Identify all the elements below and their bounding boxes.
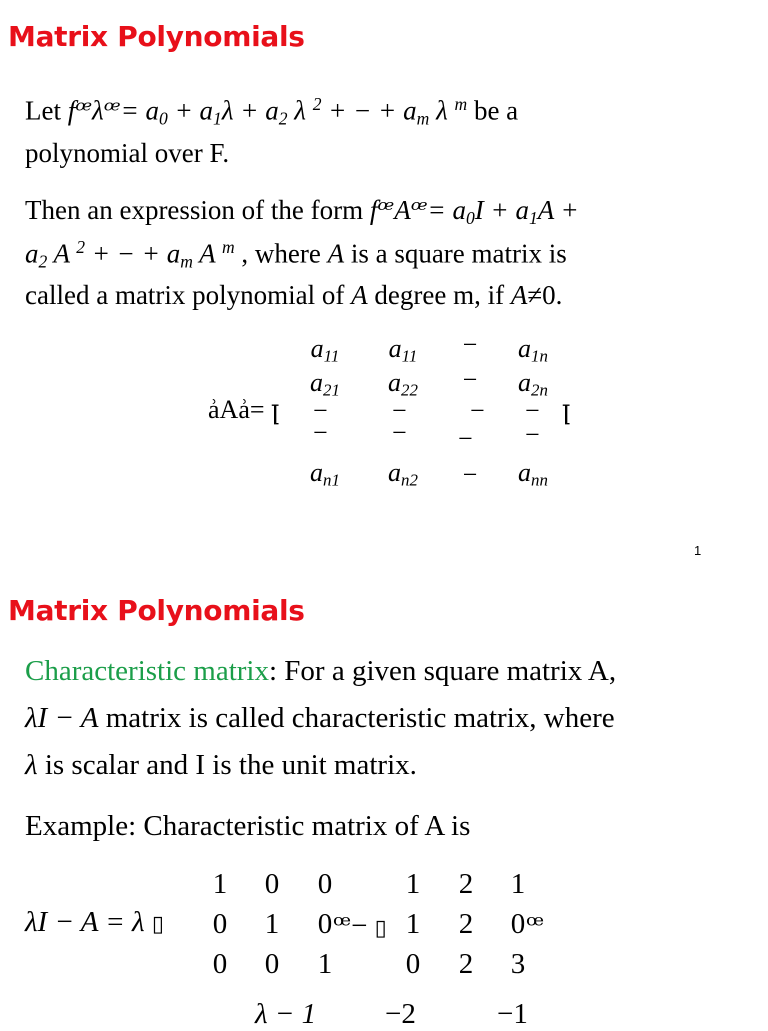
tail-text: be a (467, 95, 519, 126)
cell-sub: 22 (401, 380, 418, 400)
a-symbol: A (327, 238, 345, 269)
result-cell: λ − 1 (255, 998, 317, 1030)
matrix-lhs: ẚAẚ= ꞁ (208, 395, 280, 424)
minus-sign: − (351, 910, 375, 942)
polynomial-over-f: polynomial over F. (25, 138, 230, 168)
a-term: A (192, 238, 222, 269)
matrix-a-cell: 1 (405, 868, 421, 900)
cell-sub: 11 (323, 346, 340, 366)
identity-cell: 0 (212, 948, 228, 980)
page-number: 1 (694, 543, 702, 558)
equation-lhs (25, 906, 164, 939)
superscript: 2 (76, 237, 86, 257)
definition-text: is scalar and I is the unit matrix. (37, 749, 417, 781)
lambda-i-minus-a-lhs: λI − A = λ (25, 906, 152, 938)
subscript: 2 (278, 108, 288, 129)
f-symbol: f (369, 195, 378, 225)
expression-text: Then an expression of the form (25, 195, 370, 225)
characteristic-term: Characteristic matrix (25, 655, 269, 687)
matrix-expression-line-2 (25, 237, 567, 273)
example-line: Example: Characteristic matrix of A is (25, 810, 471, 842)
matrix-a-cell: 3 (510, 948, 526, 980)
matrix-a-cell: 2 (458, 948, 474, 980)
tail-text: degree m, if (367, 280, 511, 310)
let-text: Let (25, 95, 68, 126)
superscript: m (454, 94, 468, 114)
slide1-heading: Matrix Polynomials (8, 20, 305, 53)
definition-text: : For a given square matrix A, (268, 655, 617, 687)
cell-sub: 1n (531, 346, 548, 366)
identity-cell: 0 (264, 948, 280, 980)
garbled-bracket: ꟹ (333, 910, 352, 942)
dash-placeholder: − (525, 420, 540, 449)
plus-a: + − + a (321, 95, 417, 126)
missing-glyph-box: ▯ (151, 911, 164, 936)
identity-term: I + a (474, 195, 530, 225)
lambda-term: λ + a (221, 95, 279, 126)
polynomial-definition-line (25, 94, 518, 130)
a-term: A (47, 238, 77, 269)
cell-base: a (388, 334, 402, 363)
equals-a: = a (427, 195, 467, 225)
garbled-glyph: ꟹλꟹ (75, 95, 121, 126)
result-cell: −2 (385, 998, 416, 1030)
result-cell: −1 (497, 998, 528, 1030)
garbled-bracket: ꟹ (526, 910, 545, 942)
matrix-right-bracket: ꞁ (562, 395, 571, 424)
matrix-cell (508, 458, 558, 491)
dash-placeholder: − (313, 418, 328, 447)
lambda-term: λ (287, 95, 313, 126)
dash-placeholder: − (392, 396, 407, 425)
lambda-term: λ (429, 95, 455, 126)
identity-cell: 0 (212, 908, 228, 940)
subscript: 1 (529, 207, 538, 228)
cell-base: a (388, 458, 402, 487)
cell-base: a (310, 458, 324, 487)
garbled-glyph: ꟹAꟹ (377, 195, 428, 225)
identity-cell: 1 (212, 868, 228, 900)
cell-base: a (310, 334, 324, 363)
cell-sub: 21 (323, 380, 340, 400)
definition-text: matrix is called characteristic matrix, where (98, 702, 615, 734)
matrix-cell: − (462, 365, 478, 394)
slide2-heading: Matrix Polynomials (8, 594, 305, 627)
plus-a: + − + a (85, 238, 181, 269)
matrix-cell: − (462, 330, 478, 359)
cell-base: a (518, 334, 532, 363)
subscript: 2 (38, 251, 48, 272)
a-symbol: A (510, 280, 528, 310)
lambda-i-minus-a: λI − A (25, 702, 99, 734)
dash-placeholder: − (392, 418, 407, 447)
characteristic-line-3 (25, 749, 417, 782)
a-symbol: A (351, 280, 368, 310)
matrix-a-cell: 1 (510, 868, 526, 900)
cell-base: a (388, 368, 402, 397)
matrix-expression-line (25, 195, 579, 229)
cell-sub: n1 (323, 470, 340, 490)
dash-placeholder: − (470, 396, 485, 425)
identity-cell: 0 (317, 868, 333, 900)
matrix-a-cell: 2 (458, 908, 474, 940)
a-term: A + (537, 195, 579, 225)
matrix-cell (378, 334, 428, 367)
cell-base: a (518, 458, 532, 487)
cell-sub: n2 (401, 470, 418, 490)
tail-text: ≠0. (527, 280, 563, 310)
missing-glyph-box: ▯ (374, 915, 387, 940)
matrix-a-cell: 0 (405, 948, 421, 980)
characteristic-definition-line (25, 655, 616, 688)
cell-sub: 2n (531, 380, 548, 400)
degree-line (25, 280, 562, 311)
degree-text: called a matrix polynomial of (25, 280, 352, 310)
f-symbol: f (67, 95, 76, 126)
matrix-cell (378, 458, 428, 491)
identity-cell: 1 (264, 908, 280, 940)
identity-cell: 0 (317, 908, 333, 940)
superscript: 2 (312, 94, 322, 114)
bracket-minus (333, 908, 387, 943)
matrix-cell: − (462, 460, 478, 489)
tail-text: , where (234, 238, 328, 269)
subscript: 0 (466, 207, 475, 228)
matrix-cell (300, 334, 350, 367)
subscript: 1 (213, 108, 222, 129)
subscript: 0 (159, 108, 168, 129)
cell-base: a (518, 368, 532, 397)
lambda-symbol: λ (25, 749, 38, 781)
subscript: m (180, 251, 193, 272)
identity-cell: 0 (264, 868, 280, 900)
tail-text: is a square matrix is (344, 238, 567, 269)
characteristic-line-2 (25, 702, 615, 735)
cell-sub: 11 (401, 346, 418, 366)
subscript: m (416, 108, 430, 129)
matrix-a-cell: 1 (405, 908, 421, 940)
matrix-cell (508, 334, 558, 367)
cell-base: a (310, 368, 324, 397)
matrix-a-cell: 0 (510, 908, 526, 940)
cell-sub: nn (531, 470, 548, 490)
a-symbol: a (25, 238, 39, 269)
dash-placeholder: − (458, 424, 473, 453)
equals-a: = a (120, 95, 160, 126)
matrix-cell (300, 458, 350, 491)
dash-placeholder: − (525, 396, 540, 425)
superscript: m (221, 237, 235, 257)
plus-a: + a (167, 95, 214, 126)
identity-cell: 1 (317, 948, 333, 980)
dash-placeholder: − (313, 396, 328, 425)
matrix-a-cell: 2 (458, 868, 474, 900)
